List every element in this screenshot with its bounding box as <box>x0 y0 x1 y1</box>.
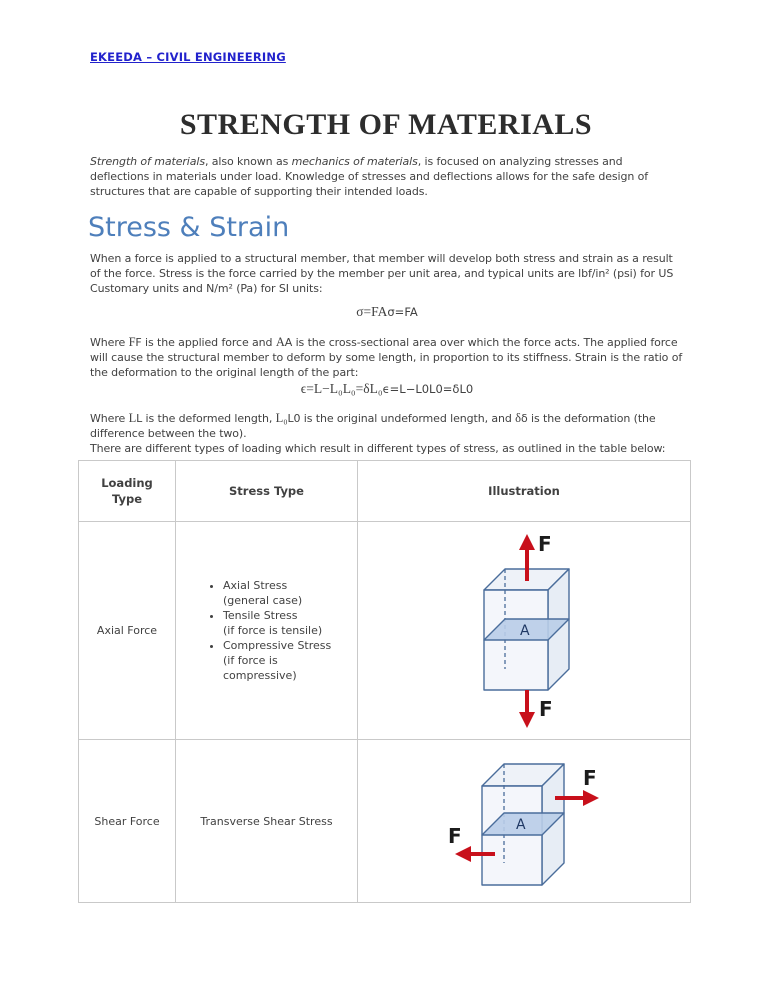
text-segment: F <box>128 335 136 349</box>
page-title: STRENGTH OF MATERIALS <box>179 108 593 141</box>
text-segment: Where <box>90 412 129 425</box>
stress-type-name: • Axial Stress <box>223 579 288 592</box>
text-segment: A is the cross-sectional area over which the force acts. The applied force will cause the structural member to deform by some length, in proportion to its stiffness. Strain is the ratio of the deformation to the original length of the part: <box>90 336 683 379</box>
table-header-row <box>79 461 691 522</box>
force-arrow-down-icon <box>519 690 535 728</box>
column-header-illustration: Illustration <box>358 461 691 522</box>
loading-type-cell: Axial Force <box>79 522 176 740</box>
text-segment: δ is the deformation (the difference between the two). <box>90 412 656 440</box>
strain-formula <box>90 380 684 398</box>
stress-formula <box>90 303 684 321</box>
section-heading: Stress & Strain <box>88 212 290 243</box>
force-label-bottom: F <box>539 697 553 721</box>
axial-stress-illustration <box>442 528 632 733</box>
stress-type-qualifier: (if force is compressive) <box>223 654 297 682</box>
text-segment: L0 is the original undeformed length, and <box>287 412 516 425</box>
force-label-left: F <box>448 824 462 848</box>
text-segment: L is the deformed length, <box>136 412 276 425</box>
text-segment: A <box>275 335 285 349</box>
area-label: A <box>516 817 526 833</box>
stress-type-name: • Tensile Stress <box>223 609 298 622</box>
header-link[interactable]: EKEEDA – CIVIL ENGINEERING <box>90 50 286 64</box>
table-row-axial-force <box>79 522 691 740</box>
column-header-loading-type: Loading Type <box>79 461 176 522</box>
illustration-cell <box>358 522 691 740</box>
text-segment: Where <box>90 336 129 349</box>
column-header-stress-type: Stress Type <box>176 461 358 522</box>
text-segment: , is focused on analyzing stresses and deflections in materials under load. Knowledge of stresses and deflections allows for the safe design of structures that are capable of supporting their intended loads. <box>90 155 649 198</box>
text-segment: L₀ <box>275 411 288 425</box>
stress-type-qualifier: (if force is tensile) <box>223 624 323 637</box>
text-segment: ϵ=L−L0L0=δL0 <box>382 382 474 396</box>
loading-types-paragraph: There are different types of loading which result in different types of stress, as outlined in the table below: <box>90 442 666 455</box>
illustration-cell <box>358 740 691 903</box>
force-area-paragraph <box>90 335 684 380</box>
stress-type-cell: Transverse Shear Stress <box>176 740 358 903</box>
table-row-shear-force <box>79 740 691 903</box>
text-segment: σ=FA <box>356 304 388 319</box>
deformation-paragraph <box>90 411 684 441</box>
force-label-top: F <box>538 532 552 556</box>
text-segment: F is the applied force and <box>135 336 276 349</box>
loading-type-cell: Shear Force <box>79 740 176 903</box>
loading-table <box>78 460 691 903</box>
shear-stress-illustration <box>432 748 652 896</box>
stress-type-list <box>177 578 356 683</box>
intro-paragraph <box>90 154 684 199</box>
text-segment: Strength of materials <box>90 155 205 168</box>
stress-definition-paragraph: When a force is applied to a structural member, that member will develop both stress and strain as a result of the force. Stress is the force carried by the member per unit area, and typical units are lbf/in² (psi) for US Customary units and N/m² (Pa) for SI units: <box>90 252 674 295</box>
text-segment: σ=FA <box>387 305 418 319</box>
stress-type-item <box>223 578 350 608</box>
stress-type-item <box>223 638 350 683</box>
text-segment: L <box>128 411 137 425</box>
text-segment: δ <box>515 411 521 425</box>
stress-type-name: • Compressive Stress <box>223 639 332 652</box>
stress-type-cell <box>176 522 358 740</box>
stress-type-qualifier: (general case) <box>223 594 303 607</box>
text-segment: mechanics of materials <box>291 155 418 168</box>
text-segment: , also known as <box>204 155 292 168</box>
force-label-right: F <box>583 766 597 790</box>
text-segment: ϵ=L−L₀L₀=δL₀ <box>300 381 383 396</box>
stress-type-item <box>223 608 350 638</box>
area-label: A <box>520 623 530 639</box>
